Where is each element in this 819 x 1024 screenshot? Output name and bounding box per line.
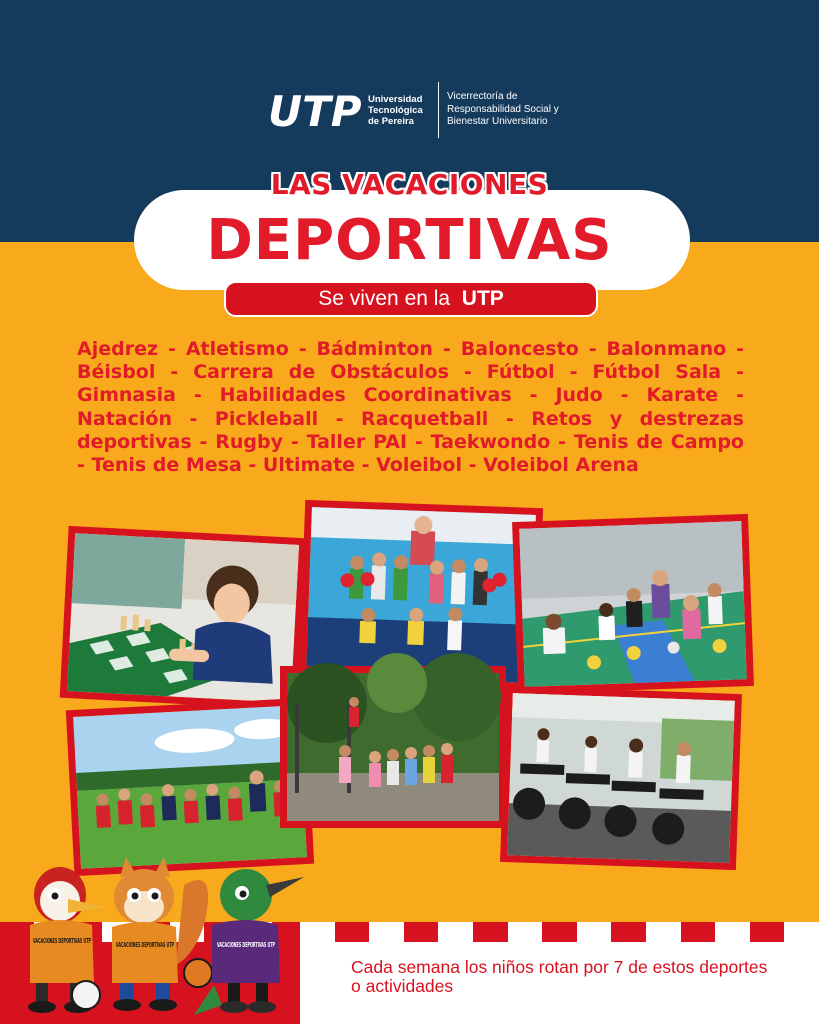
utp-logo-mark xyxy=(268,87,364,136)
bird-mascot xyxy=(194,869,304,1015)
photo-soccer-field xyxy=(66,698,314,876)
logo-divider xyxy=(438,82,439,138)
woodpecker-mascot xyxy=(28,867,106,1013)
photo-chess xyxy=(60,526,307,710)
title-main: DEPORTIVAS xyxy=(206,208,613,273)
subtitle-prefix: Se viven en la xyxy=(318,287,456,310)
photo-table-tennis xyxy=(299,500,543,690)
photo-spinning-bikes xyxy=(500,686,742,870)
subtitle-banner xyxy=(224,281,598,317)
university-name: Universidad Tecnológica de Pereira xyxy=(368,93,423,127)
photo-outdoor-forest xyxy=(280,666,506,828)
subtitle-bold: UTP xyxy=(461,287,504,310)
vice-rectorate-name: Vicerrectoría de Responsabilidad Social y Bienestar Universitario xyxy=(447,91,559,128)
bottom-stripes xyxy=(300,922,819,942)
photo-indoor-court xyxy=(512,514,754,694)
squirrel-mascot xyxy=(112,857,212,1011)
title-top: LAS VACACIONES xyxy=(270,168,549,201)
mascot-shirt-text-2: VACACIONES DEPORTIVAS UTP xyxy=(116,941,174,949)
subtitle xyxy=(318,287,504,311)
utp-logo xyxy=(268,82,572,138)
mascot-shirt-text-3: VACACIONES DEPORTIVAS UTP xyxy=(217,941,275,949)
sports-list: Ajedrez - Atletismo - Bádminton - Baloncesto - Balonmano - Béisbol - Carrera de Obstáculos - Fútbol - Fútbol Sala - Gimnasia - Habilidades Coordinativas - Judo - Karate - Natación - Pickleball - Racquetball - Retos y destrezas deportivas - Rugby - Taller PAI - Taekwondo - Tenis de Campo - Tenis de Mesa - Ultimate - Voleibol - Voleibol Arena xyxy=(77,338,744,477)
mascot-shirt-text-1: VACACIONES DEPORTIVAS UTP xyxy=(33,937,91,945)
mascots-illustration xyxy=(8,855,308,1024)
footer-note: Cada semana los niños rotan por 7 de estos deportes o actividades xyxy=(351,957,768,996)
utp-logo-letters: UTP xyxy=(268,87,362,136)
